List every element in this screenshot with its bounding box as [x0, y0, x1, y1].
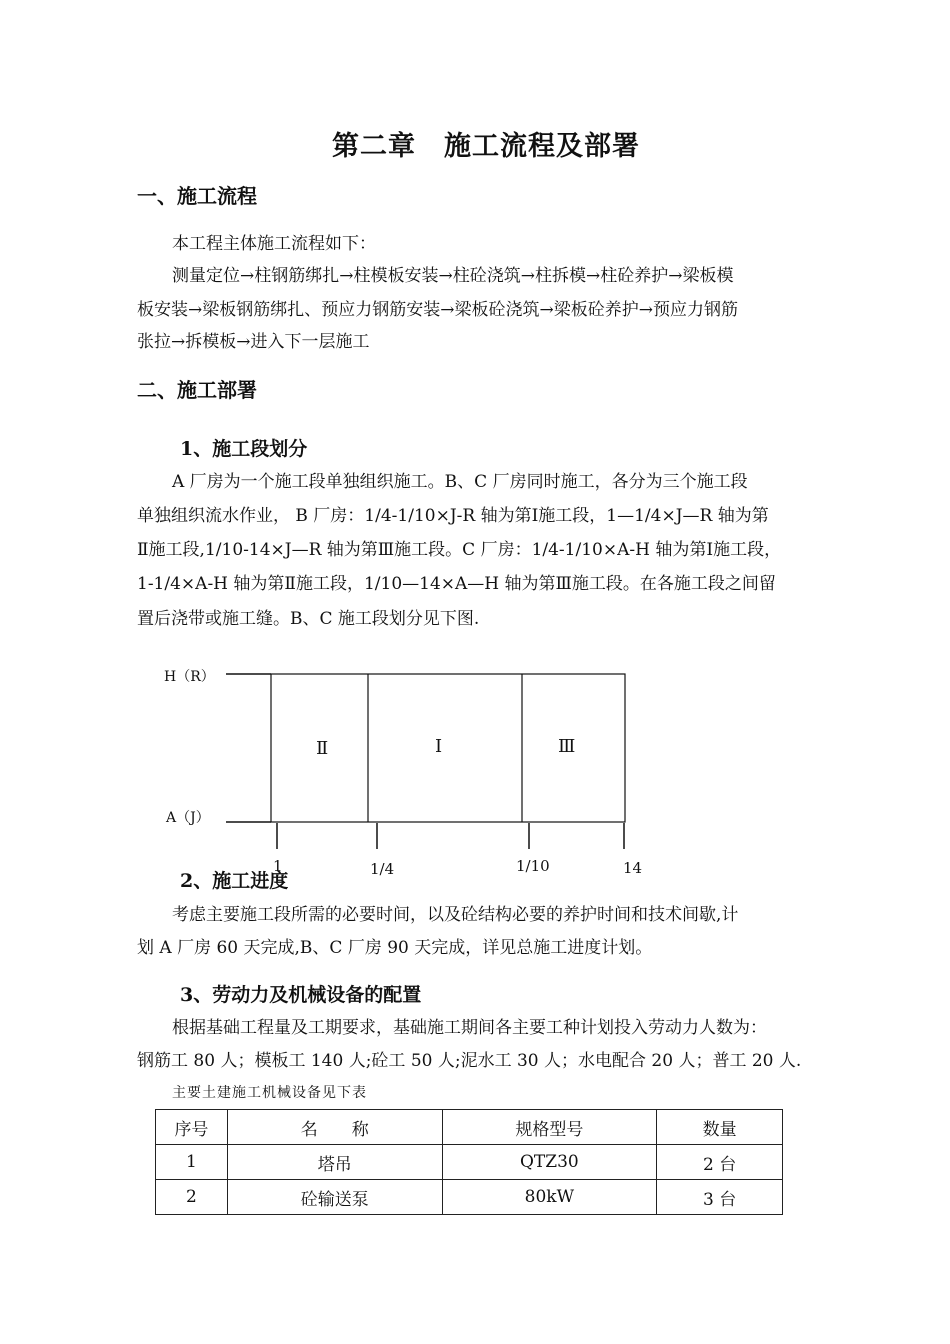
table-row — [156, 1145, 783, 1180]
schedule-text-line: 考虑主要施工段所需的必要时间，以及砼结构必要的养护时间和技术间歇,计 — [172, 905, 739, 925]
schedule-text-line: 划 A 厂房 60 天完成,B、C 厂房 90 天完成，详见总施工进度计划。 — [137, 938, 653, 958]
table-cell: 3 台 — [657, 1180, 783, 1215]
table-cell: 塔吊 — [227, 1145, 442, 1180]
segment-label-III: Ⅲ — [558, 736, 576, 757]
page-title: 第二章 施工流程及部署 — [332, 131, 640, 162]
table-cell: 2 — [156, 1180, 228, 1215]
labor-text-line: 钢筋工 80 人；模板工 140 人;砼工 50 人;泥水工 30 人；水电配合 20 人；普工 20 人. — [137, 1051, 802, 1071]
table-cell: 80kW — [442, 1180, 657, 1215]
segment-text-line: 1-1/4×A-H 轴为第Ⅱ施工段，1/10—14×A—H 轴为第Ⅲ施工段。在各施工段之间留 — [137, 574, 776, 594]
segment-label-II: Ⅱ — [316, 738, 329, 759]
axis-label: 1/10 — [516, 857, 550, 875]
flow-line: 测量定位→柱钢筋绑扎→柱模板安装→柱砼浇筑→柱拆模→柱砼养护→梁板模 — [172, 266, 734, 286]
equipment-table — [155, 1109, 783, 1215]
axis-label: 1 — [273, 857, 283, 875]
subheading-segment-division: 1、施工段划分 — [180, 438, 308, 460]
segment-label-I: Ⅰ — [435, 736, 443, 757]
flow-line: 板安装→梁板钢筋绑扎、预应力钢筋安装→梁板砼浇筑→梁板砼养护→预应力钢筋 — [137, 300, 738, 320]
axis-label: 1/4 — [370, 860, 395, 878]
subheading-schedule: 2、施工进度 — [180, 870, 289, 892]
diagram-bottom-axis-label: A（J） — [166, 810, 210, 826]
table-header-cell: 规格型号 — [442, 1110, 657, 1145]
flow-line: 张拉→拆模板→进入下一层施工 — [137, 332, 370, 352]
labor-text-line: 根据基础工程量及工期要求，基础施工期间各主要工种计划投入劳动力人数为： — [172, 1018, 767, 1038]
segment-text-line: 单独组织流水作业， B 厂房：1/4-1/10×J-R 轴为第Ⅰ施工段，1—1/4×J—R 轴为第 — [137, 506, 769, 526]
flow-intro: 本工程主体施工流程如下： — [172, 234, 376, 254]
segment-text-line: A 厂房为一个施工段单独组织施工。B、C 厂房同时施工，各分为三个施工段 — [172, 472, 748, 492]
segment-text-line: Ⅱ施工段,1/10-14×J—R 轴为第Ⅲ施工段。C 厂房：1/4-1/10×A-H 轴为第Ⅰ施工段， — [137, 540, 782, 560]
table-cell: 1 — [156, 1145, 228, 1180]
table-cell: 砼输送泵 — [227, 1180, 442, 1215]
table-row — [156, 1180, 783, 1215]
diagram-top-axis-label: H（R） — [164, 669, 215, 685]
table-header-cell: 序号 — [156, 1110, 228, 1145]
table-caption: 主要土建施工机械设备见下表 — [172, 1085, 367, 1101]
table-header-row — [156, 1110, 783, 1145]
section-heading-construction-flow: 一、施工流程 — [137, 184, 257, 208]
table-cell: QTZ30 — [442, 1145, 657, 1180]
table-cell: 2 台 — [657, 1145, 783, 1180]
segment-text-line: 置后浇带或施工缝。B、C 施工段划分见下图. — [137, 609, 480, 629]
segment-division-diagram — [150, 660, 670, 890]
table-header-cell: 名 称 — [227, 1110, 442, 1145]
subheading-labor-equipment: 3、劳动力及机械设备的配置 — [180, 984, 422, 1006]
axis-label: 14 — [623, 859, 643, 877]
table-header-cell: 数量 — [657, 1110, 783, 1145]
section-heading-deployment: 二、施工部署 — [137, 378, 257, 402]
